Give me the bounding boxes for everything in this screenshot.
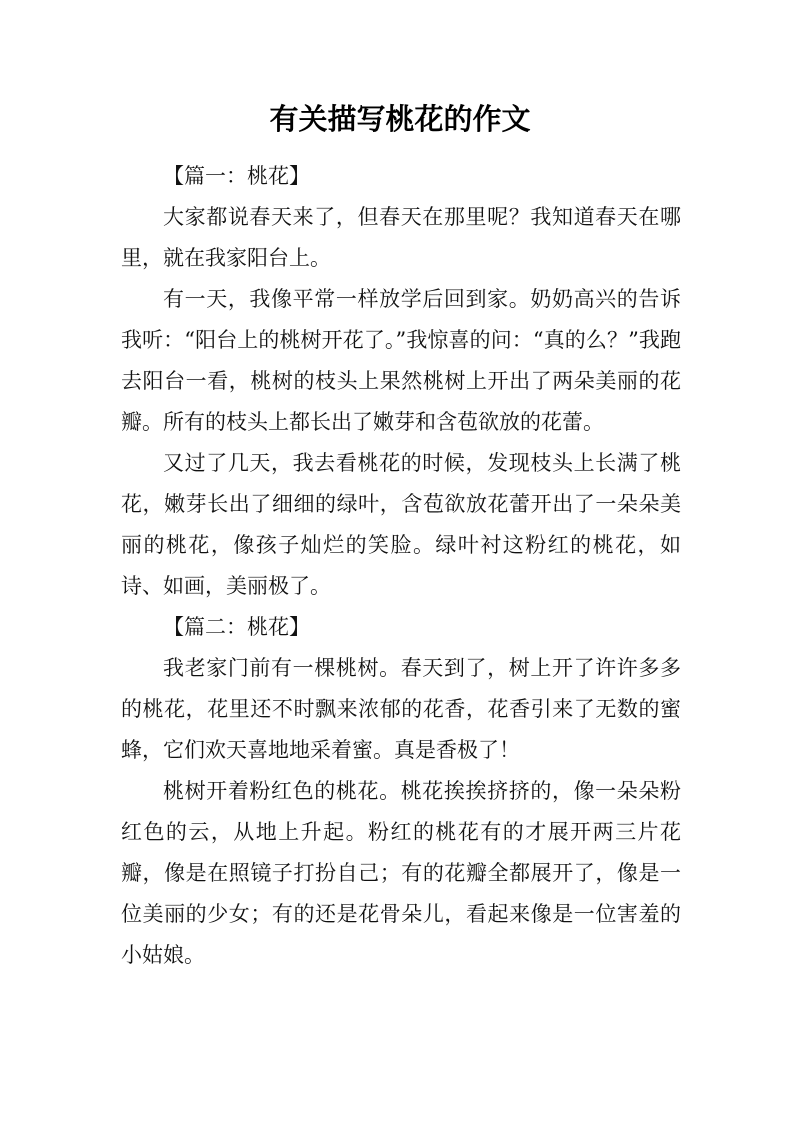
- page-title: 有关描写桃花的作文: [269, 102, 531, 136]
- section-1-heading: 【篇一：桃花】: [163, 164, 310, 188]
- section-2-paragraph-2: 桃树开着粉红色的桃花。桃花挨挨挤挤的，像一朵朵粉红色的云，从地上升起。粉红的桃花有的才展开两三片花瓣，像是在照镜子打扮自己；有的花瓣全都展开了，像是一位美丽的少女；有的还是花骨朵儿，看起来像是一位害羞的小姑娘。: [121, 779, 681, 967]
- section-2-heading: 【篇二：桃花】: [163, 615, 310, 639]
- section-1-paragraph-1: 大家都说春天来了，但春天在那里呢？我知道春天在哪里，就在我家阳台上。: [121, 205, 681, 270]
- section-2-paragraph-1: 我老家门前有一棵桃树。春天到了，树上开了许许多多的桃花，花里还不时飘来浓郁的花香，花香引来了无数的蜜蜂，它们欢天喜地地采着蜜。真是香极了！: [121, 656, 681, 762]
- document-body: [121, 156, 681, 976]
- section-1-paragraph-2: 有一天，我像平常一样放学后回到家。奶奶高兴的告诉我听：“阳台上的桃树开花了。”我惊喜的问：“真的么？”我跑去阳台一看，桃树的枝头上果然桃树上开出了两朵美丽的花瓣。所有的枝头上都长出了嫩芽和含苞欲放的花蕾。: [121, 287, 681, 434]
- section-1-paragraph-3: 又过了几天，我去看桃花的时候，发现枝头上长满了桃花，嫩芽长出了细细的绿叶，含苞欲放花蕾开出了一朵朵美丽的桃花，像孩子灿烂的笑脸。绿叶衬这粉红的桃花，如诗、如画，美丽极了。: [121, 451, 681, 598]
- section-1: [121, 156, 681, 607]
- section-2: [121, 607, 681, 976]
